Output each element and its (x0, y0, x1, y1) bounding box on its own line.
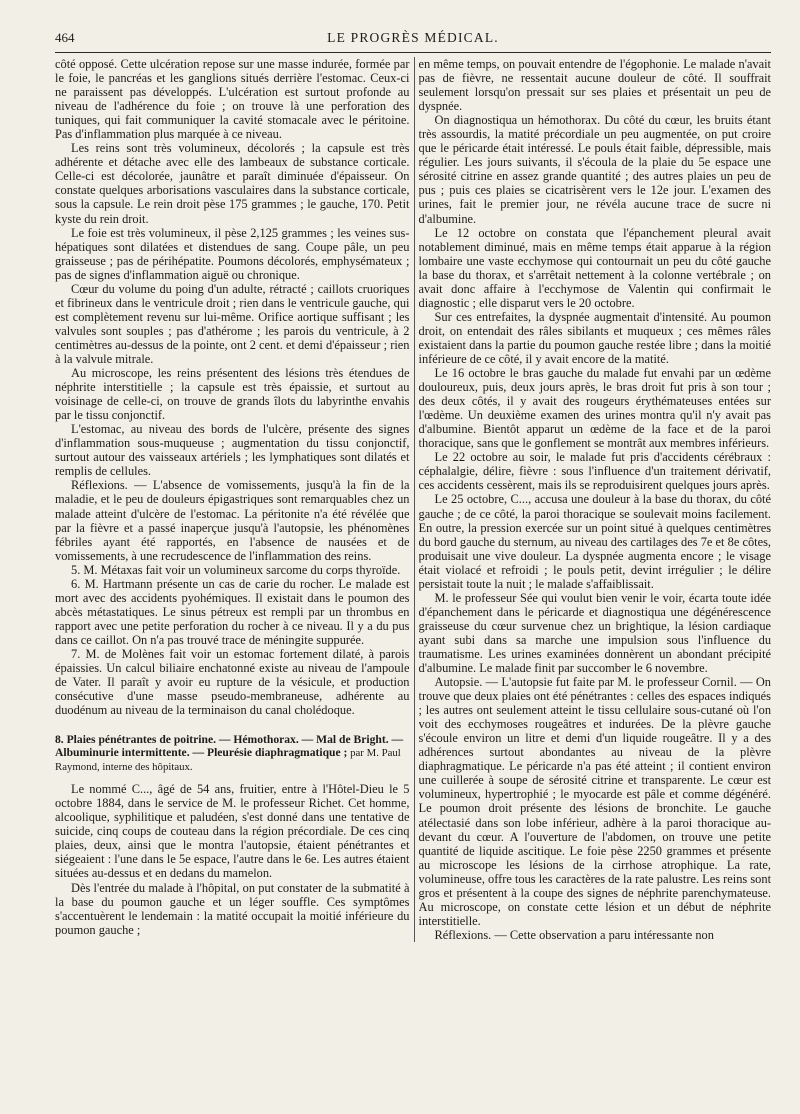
paragraph: Le 22 octobre au soir, le malade fut pris d'accidents cérébraux : céphalalgie, délire, fièvre : sous l'influence d'un traitement dérivatif, ces accidents cessèrent, mais ils se reproduisirent quelques jours après. (418, 450, 772, 493)
paragraph: Le 16 octobre le bras gauche du malade fut envahi par un œdème douloureux, puis, deux jours après, le bras droit fut pris à son tour ; des deux côtés, il y avait des rougeurs érythémateuses entées sur l'œdème. Un deuxième examen des urines montra qu'il n'y avait pas d'albumine. Bientôt apparut un œdème de la face et de la paroi thoracique, sans que le gonflement se montrât aux membres inférieurs. (418, 366, 772, 451)
text-columns (55, 57, 771, 942)
paragraph: Les reins sont très volumineux, décolorés ; la capsule est très adhérente et détache avec elle des lambeaux de substance corticale. Celle-ci est décolorée, jaunâtre et paraît diminuée d'épaisseur. On constate quelques arborisations vasculaires dans la substance corticale, sous la capsule. Le rein droit pèse 175 grammes ; le gauche, 170. Petit kyste du rein droit. (55, 141, 410, 226)
paragraph: Le 12 octobre on constata que l'épanchement pleural avait notablement diminué, mais en même temps était apparue à la région lombaire une vaste ecchymose qui contournait un peu du côté gauche la base du thorax, et s'arrêtait nettement à la colonne vertébrale ; on avait donc affaire à l'ecchymose de Valentin qui confirmait le diagnostic ; elle disparut vers le 20 octobre. (418, 225, 772, 310)
paragraph: Le foie est très volumineux, il pèse 2,125 grammes ; les veines sus-hépatiques sont dilatées et distendues de sang. Coupe pâle, un peu graisseuse ; pas de périhépatite. Poumons décolorés, emphysémateux ; pas de signes d'inflammation aiguë ou chronique. (55, 225, 410, 282)
paragraph: en même temps, on pouvait entendre de l'égophonie. Le malade n'avait pas de fièvre, ne ressentait aucune douleur de côté. Il souffrait seulement lorsqu'on pressait sur ses plaies et présentait un peu de dyspnée. (418, 57, 772, 114)
paragraph: Cœur du volume du poing d'un adulte, rétracté ; caillots cruoriques et fibrineux dans le ventricule droit ; rien dans le ventricule gauche, qui est complètement revenu sur lui-même. Orifice aortique suffisant ; les valvules sont souples ; pas d'athérome ; les parois du ventricule, à 2 centimètres au-dessus de la pointe, ont 2 cent. et demi d'épaisseur ; rien à la valvule mitrale. (55, 281, 410, 366)
numbered-item: 6. M. Hartmann présente un cas de carie du rocher. Le malade est mort avec des accidents pyohémiques. Il existait dans le poumon des abcès métastatiques. Le sinus pétreux est rempli par un thrombus en rapport avec une petite perforation du rocher à ce niveau. Il y a du pus dans ce caillot. On n'a pas trouvé trace de méningite suppurée. (55, 576, 410, 647)
paragraph: Autopsie. — L'autopsie fut faite par M. le professeur Cornil. — On trouve que deux plaies ont été pénétrantes : celles des espaces indiqués ; les autres ont seulement atteint le tissu cellulaire sous-cutané où l'on voit des ecchymoses rougeâtres et indurées. De la plèvre gauche s'écoule environ un litre et demi d'un liquide rougeâtre. Il y a des adhérences surtout abondantes au niveau de la plèvre diaphragmatique. Le péricarde n'a pas été atteint ; il contient environ une cuillerée à soupe de sérosité citrine et transparente. Le cœur est volumineux, hypertrophié ; le myocarde est pâle et comme dégénéré. Le poumon droit présente des lésions de bronchite. Le gauche atélectasié dans son lobe inférieur, adhère à la paroi thoracique au-devant du cœur. A l'ouverture de l'abdomen, on trouve une petite quantité de liquide ascitique. Le foie pèse 2250 grammes et présente au microscope les lésions de la cirrhose atrophique. La rate, volumineuse, offre tous les caractères de la rate palustre. Les reins sont gros et présentent à la coupe des signes de néphrite parenchymateuse. Au microscope, on constate cette lésion et un début de néphrite interstitielle. (418, 675, 772, 928)
page-header (55, 30, 771, 53)
right-column (419, 57, 772, 942)
numbered-item: 7. M. de Molènes fait voir un estomac fortement dilaté, à parois épaissies. Un calcul biliaire enchatonné existe au niveau de l'ampoule de Vater. Il paraît y avoir eu rupture de la vésicule, et production consécutive d'une masse pseudo-membraneuse, adhérente au duodénum au niveau de la terminaison du canal cholédoque. (55, 646, 410, 718)
journal-title: LE PROGRÈS MÉDICAL. (327, 30, 499, 45)
left-column (55, 57, 410, 942)
paragraph: Au microscope, les reins présentent des lésions très étendues de néphrite interstitielle ; la capsule est très épaissie, et surtout au voisinage de celle-ci, on trouve de grands îlots du labyrinthe envahis par le tissu conjonctif. (55, 366, 410, 423)
heading-title: 8. Plaies pénétrantes de poitrine. — Hémothorax. — Mal de Bright. — Albuminurie intermittente. — Pleurésie diaphragmatique ; (55, 733, 404, 760)
article-heading (55, 733, 410, 774)
paragraph: On diagnostiqua un hémothorax. Du côté du cœur, les bruits étant très assourdis, la matité précordiale un peu augmentée, on put croire que le péricarde était intéressé. Le pouls était faible, dépressible, mais régulier. Les jours suivants, il s'écoula de la plaie du 5e espace une sérosité citrine en assez grande quantité ; des autres plaies un peu de pus ; puis ces plaies se cicatrisèrent vers le 12e jour. L'examen des urines, fait le premier jour, ne révéla aucune trace de sucre ni d'albumine. (418, 113, 772, 226)
paragraph: M. le professeur Sée qui voulut bien venir le voir, écarta toute idée d'épanchement dans le péricarde et diagnostiqua une dégénérescence graisseuse du cœur survenue chez un brightique, la lésion cardiaque ayant subi dans sa marche une impulsion sous l'influence du traumatisme. Les urines examinées donnèrent un abondant précipité d'albumine. Le malade finit par succomber le 6 novembre. (418, 590, 772, 676)
paragraph: Réflexions. — L'absence de vomissements, jusqu'à la fin de la maladie, et le peu de douleurs épigastriques sont remarquables chez un malade atteint d'ulcère de l'estomac. La péritonite n'a été révélée que par la fièvre et a passé inaperçue jusqu'à l'autopsie, les phénomènes fébriles ayant été rapportés, en l'absence de nausées et de vomissements, à une recrudescence de l'inflammation des reins. (55, 478, 410, 563)
paragraph: L'estomac, au niveau des bords de l'ulcère, présente des signes d'inflammation sous-muqueuse ; augmentation du tissu conjonctif, surtout autour des vaisseaux artériels ; les lymphatiques sont dilatés et remplis de cellules. (55, 422, 410, 479)
numbered-item: 5. M. Métaxas fait voir un volumineux sarcome du corps thyroïde. (71, 562, 401, 577)
paragraph: côté opposé. Cette ulcération repose sur une masse indurée, formée par le foie, le pancréas et les ganglions situés derrière l'estomac. Ceux-ci ne paraissent pas développés. L'ulcération est surtout profonde au niveau de l'adhérence du foie ; on trouve là une perforation des tuniques, qui fait communiquer la cavité stomacale avec le péritoine. Pas d'inflammation plus marquée à ce niveau. (55, 57, 410, 142)
paragraph: Réflexions. — Cette observation a paru intéressante non (434, 927, 714, 942)
column-divider (414, 57, 415, 942)
paragraph: Le nommé C..., âgé de 54 ans, fruitier, entre à l'Hôtel-Dieu le 5 octobre 1884, dans le service de M. le professeur Richet. Cet homme, alcoolique, syphilitique et paludéen, s'est donné dans une tentative de suicide, cinq coups de couteau dans la région précordiale. De ces cinq plaies, deux, ainsi que le montra l'autopsie, étaient pénétrantes et siégeaient : l'une dans le 5e espace, l'autre dans le 6e. Les autres étaient situées au-dessus et en dedans du mamelon. (55, 782, 410, 881)
heading-byline: par M. Paul Raymond, interne des hôpitaux. (55, 747, 401, 774)
paragraph: Dès l'entrée du malade à l'hôpital, on put constater de la submatité à la base du poumon gauche et un léger souffle. Ces symptômes s'accentuèrent le lendemain : la matité occupait la moitié inférieure du poumon gauche ; (55, 880, 410, 937)
paragraph: Sur ces entrefaites, la dyspnée augmentait d'intensité. Au poumon droit, on entendait des râles sibilants et muqueux ; ces mêmes râles existaient dans la partie du poumon gauche restée libre ; dans la moitié inférieure de ce côté, il y avait encore de la matité. (418, 309, 772, 366)
page-number: 464 (55, 30, 75, 45)
paragraph: Le 25 octobre, C..., accusa une douleur à la base du thorax, du côté gauche ; de ce côté, la paroi thoracique se soulevait moins facilement. En outre, la pression exercée sur un point situé à quelques centimètres du bord gauche du sternum, au niveau des cartilages des 7e et 8e côtes, produisait une vive douleur. La dyspnée augmenta encore ; le visage était violacé et refroidi ; le pouls petit, devint irrégulier ; le délire persistait toute la nuit ; le malade s'affaiblissait. (418, 492, 772, 591)
